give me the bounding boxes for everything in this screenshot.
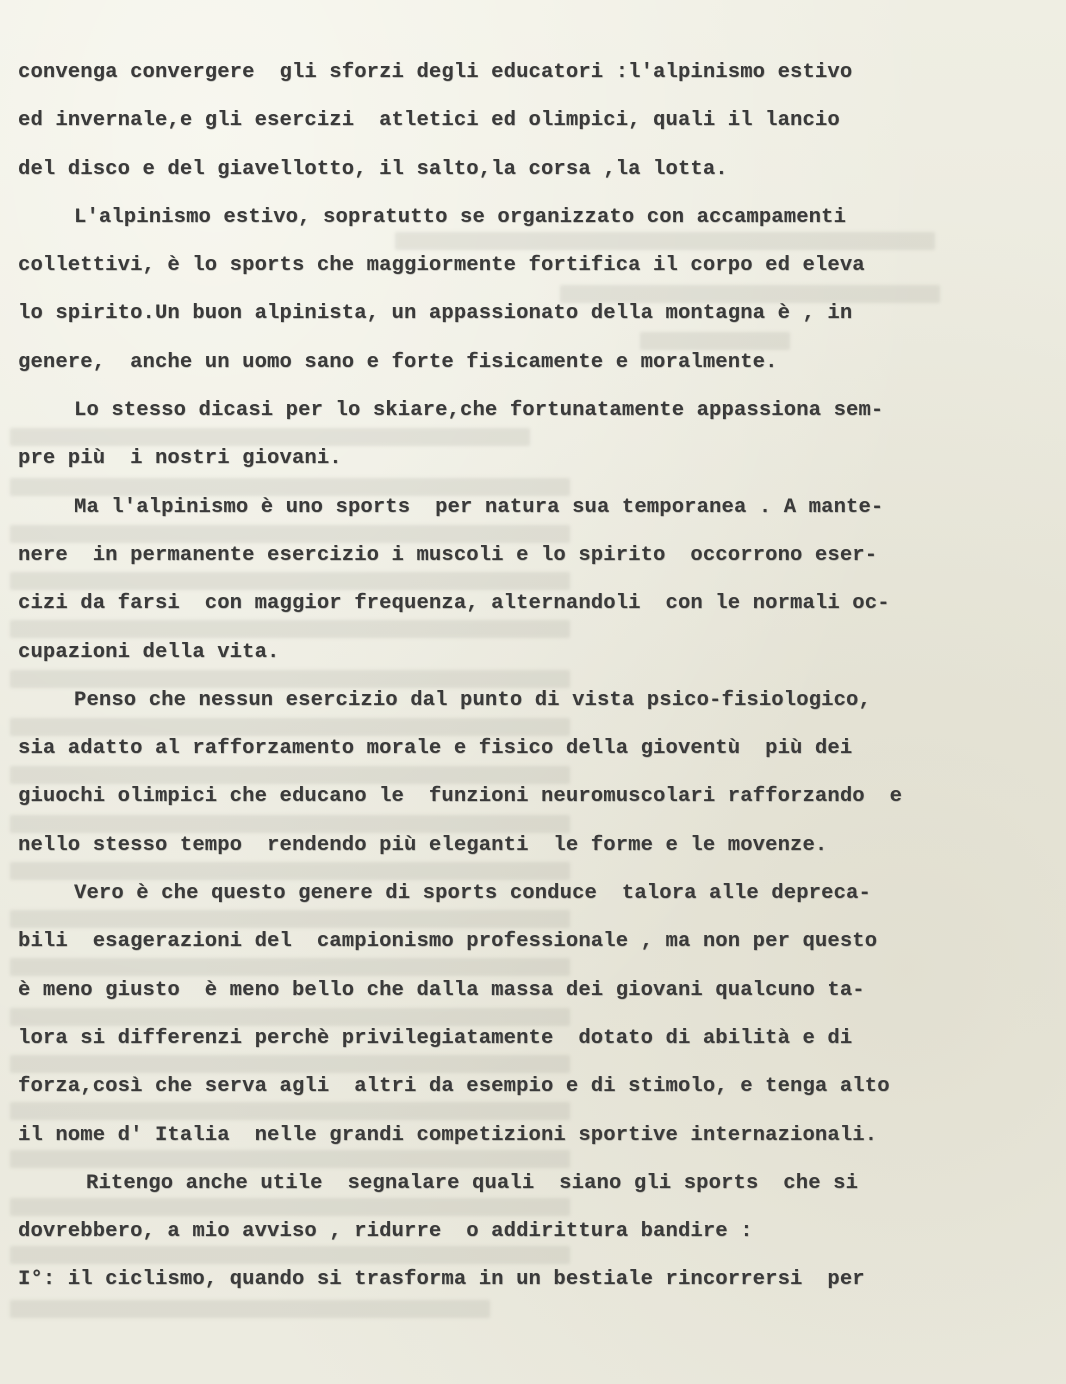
text-line: il nome d' Italia nelle grandi competizioni sportive internazionali. xyxy=(18,1123,878,1147)
text-line: Ma l'alpinismo è uno sports per natura sua temporanea . A mante- xyxy=(74,495,884,519)
text-line: sia adatto al rafforzamento morale e fisico della gioventù più dei xyxy=(18,737,853,761)
text-line: lo spirito.Un buon alpinista, un appassionato della montagna è , in xyxy=(18,302,853,326)
text-line: bili esagerazioni del campionismo professionale , ma non per questo xyxy=(18,930,878,954)
text-line: cupazioni della vita. xyxy=(18,640,280,664)
text-line: I°: il ciclismo, quando si trasforma in un bestiale rincorrersi per xyxy=(18,1268,865,1292)
text-line: del disco e del giavellotto, il salto,la corsa ,la lotta. xyxy=(18,157,728,181)
text-line: forza,così che serva agli altri da esempio e di stimolo, e tenga alto xyxy=(18,1075,890,1099)
text-line: cizi da farsi con maggior frequenza, alternandoli con le normali oc- xyxy=(18,592,890,616)
text-line: collettivi, è lo sports che maggiormente fortifica il corpo ed eleva xyxy=(18,254,865,278)
text-line: Penso che nessun esercizio dal punto di vista psico-fisiologico, xyxy=(74,688,871,712)
text-line: Lo stesso dicasi per lo skiare,che fortunatamente appassiona sem- xyxy=(74,399,884,423)
text-line: L'alpinismo estivo, sopratutto se organizzato con accampamenti xyxy=(74,205,847,229)
text-line: è meno giusto è meno bello che dalla massa dei giovani qualcuno ta- xyxy=(18,978,865,1002)
text-line: ed invernale,e gli esercizi atletici ed olimpici, quali il lancio xyxy=(18,109,840,133)
text-line: Ritengo anche utile segnalare quali siano gli sports che si xyxy=(86,1171,859,1195)
text-line: nere in permanente esercizio i muscoli e lo spirito occorrono eser- xyxy=(18,543,878,567)
text-line: genere, anche un uomo sano e forte fisicamente e moralmente. xyxy=(18,350,778,374)
text-line: giuochi olimpici che educano le funzioni neuromuscolari rafforzando e xyxy=(18,785,903,809)
text-line: Vero è che questo genere di sports conduce talora alle depreca- xyxy=(74,882,871,906)
text-line: convenga convergere gli sforzi degli educatori :l'alpinismo estivo xyxy=(18,61,853,84)
text-line: nello stesso tempo rendendo più eleganti le forme e le movenze. xyxy=(18,833,828,857)
text-line: dovrebbero, a mio avviso , ridurre o addirittura bandire : xyxy=(18,1220,753,1244)
text-line: lora si differenzi perchè privilegiatamente dotato di abilità e di xyxy=(18,1026,853,1050)
typewritten-text xyxy=(18,56,1058,1312)
text-line: pre più i nostri giovani. xyxy=(18,447,342,471)
